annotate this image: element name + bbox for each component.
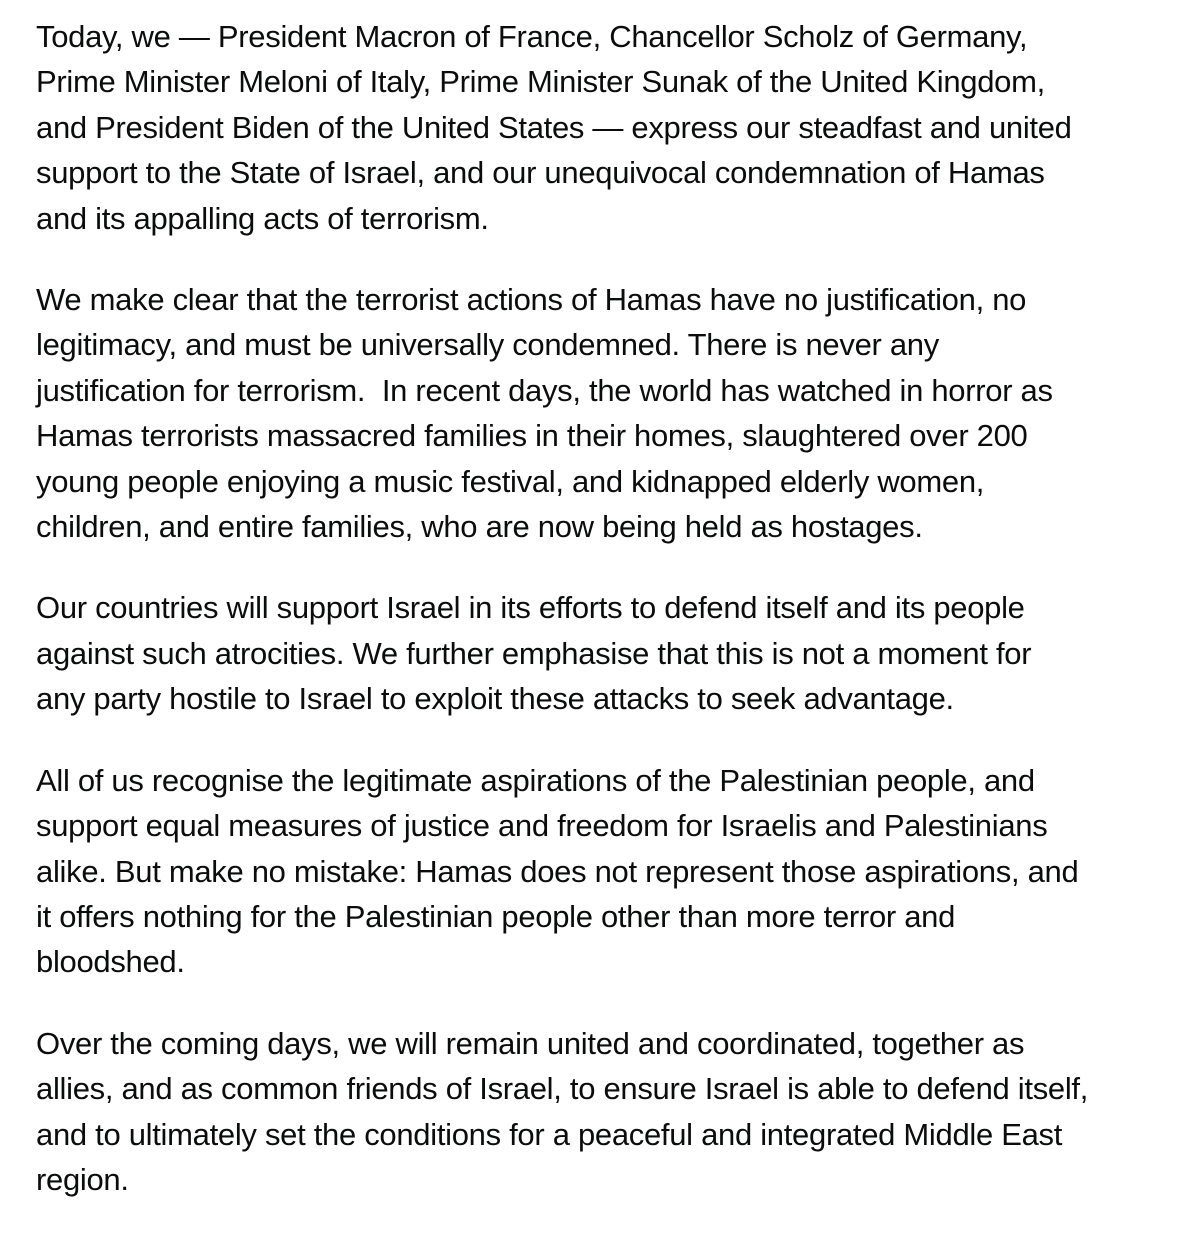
text-line: and President Biden of the United States — express our steadfast and united	[36, 109, 1072, 145]
text-line: We make clear that the terrorist actions of Hamas have no justification, no	[36, 282, 1027, 318]
text-line: Hamas terrorists massacred families in their homes, slaughtered over 200	[36, 418, 1028, 454]
text-line: children, and entire families, who are now being held as hostages.	[36, 509, 923, 545]
text-line: it offers nothing for the Palestinian people other than more terror and	[36, 898, 956, 934]
text-line: All of us recognise the legitimate aspirations of the Palestinian people, and	[36, 762, 1035, 798]
text-line: allies, and as common friends of Israel, to ensure Israel is able to defend itself,	[36, 1071, 1089, 1107]
paragraph-joint-support	[36, 14, 1186, 241]
text-line: Our countries will support Israel in its efforts to defend itself and its people	[36, 590, 1025, 626]
text-line: region.	[36, 1161, 129, 1197]
text-line: Today, we — President Macron of France, Chancellor Scholz of Germany,	[36, 19, 1028, 54]
paragraph-coming-days	[36, 1021, 1186, 1203]
text-line: support equal measures of justice and freedom for Israelis and Palestinians	[36, 808, 1048, 844]
paragraph-palestinian-aspirations	[36, 758, 1186, 985]
paragraph-support-defence	[36, 585, 1186, 721]
text-line: and to ultimately set the conditions for a peaceful and integrated Middle East	[36, 1116, 1063, 1152]
statement-body	[36, 14, 1186, 1238]
text-line: and its appalling acts of terrorism.	[36, 200, 489, 236]
text-line: against such atrocities. We further emphasise that this is not a moment for	[36, 635, 1032, 671]
text-line: justification for terrorism. In recent days, the world has watched in horror as	[36, 372, 1053, 408]
text-line: young people enjoying a music festival, and kidnapped elderly women,	[36, 463, 985, 499]
paragraph-condemnation	[36, 277, 1186, 549]
text-line: support to the State of Israel, and our unequivocal condemnation of Hamas	[36, 155, 1045, 191]
text-line: Prime Minister Meloni of Italy, Prime Minister Sunak of the United Kingdom,	[36, 64, 1045, 100]
text-line: bloodshed.	[36, 944, 185, 980]
text-line: legitimacy, and must be universally condemned. There is never any	[36, 327, 939, 363]
text-line: alike. But make no mistake: Hamas does not represent those aspirations, and	[36, 853, 1079, 889]
text-line: Over the coming days, we will remain united and coordinated, together as	[36, 1025, 1025, 1061]
text-line: any party hostile to Israel to exploit these attacks to seek advantage.	[36, 681, 954, 717]
